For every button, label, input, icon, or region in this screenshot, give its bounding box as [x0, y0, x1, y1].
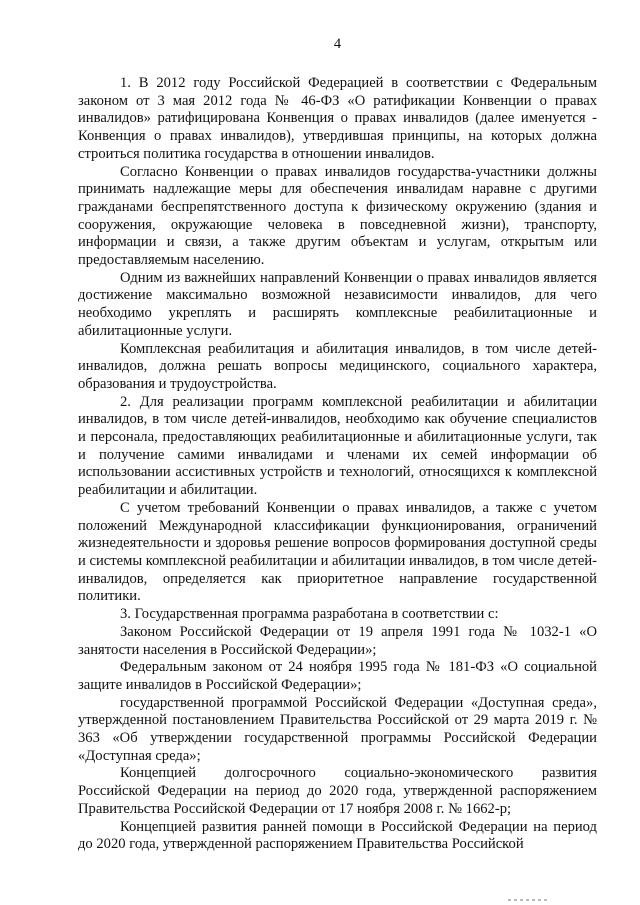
paragraph-2: Согласно Конвенции о правах инвалидов государства-участники должны принимать надлежащие меры для обеспечения инвалидам наравне с другими гражданами беспрепятственного доступа к физическому окружению (здания и сооружения, окружающие человека в повседневной жизни), транспорту, информации и связи, а также другим объектам и услугам, открытым или предоставляемым населению. [78, 163, 597, 269]
paragraph-4: Комплексная реабилитация и абилитация инвалидов, в том числе детей-инвалидов, должна решать вопросы медицинского, социального характера, образования и трудоустройства. [78, 340, 597, 392]
page-number: 4 [333, 36, 342, 52]
scan-artifact [508, 899, 548, 901]
paragraph-7: 3. Государственная программа разработана в соответствии с: [120, 606, 499, 623]
paragraph-11: Концепцией долгосрочного социально-экономического развития Российской Федерации на период до 2020 года, утвержденной распоряжением Правительства Российской Федерации от 17 ноября 2008 г. № 1662-р; [78, 765, 597, 817]
paragraph-5: 2. Для реализации программ комплексной реабилитации и абилитации инвалидов, в том числе детей-инвалидов, необходимо как обучение специалистов и персонала, предоставляющих реабилитационные и абилитационные услуги, так и получение самими инвалидами и членами их семей информации об использовании ассистивных устройств и технологий, относящихся к комплексной реабилитации и абилитации. [78, 393, 597, 499]
paragraph-8: Законом Российской Федерации от 19 апреля 1991 года № 1032-1 «О занятости населения в Российской Федерации»; [78, 623, 597, 658]
paragraph-1: 1. В 2012 году Российской Федерацией в соответствии с Федеральным законом от 3 мая 2012 года № 46-ФЗ «О ратификации Конвенции о правах инвалидов» ратифицирована Конвенция о правах инвалидов (далее именуется - Конвенция о правах инвалидов), утвердившая принципы, на которых должна строиться политика государства в отношении инвалидов. [78, 75, 597, 162]
document-body [78, 75, 597, 854]
paragraph-12: Концепцией развития ранней помощи в Российской Федерации на период до 2020 года, утвержденной распоряжением Правительства Российской [78, 818, 597, 853]
paragraph-6: С учетом требований Конвенции о правах инвалидов, а также с учетом положений Международной классификации функционирования, ограничений жизнедеятельности и здоровья решение вопросов формирования доступной среды и системы комплексной реабилитации и абилитации инвалидов, в том числе детей-инвалидов, определяется как приоритетное направление государственной политики. [78, 499, 597, 605]
paragraph-9: Федеральным законом от 24 ноября 1995 года № 181-ФЗ «О социальной защите инвалидов в Российской Федерации»; [78, 659, 597, 693]
paragraph-10: государственной программой Российской Федерации «Доступная среда», утвержденной постановлением Правительства Российской от 29 марта 2019 г. № 363 «Об утверждении государственной программы Российской Федерации «Доступная среда»; [78, 694, 597, 764]
paragraph-3: Одним из важнейших направлений Конвенции о правах инвалидов является достижение максимально возможной независимости инвалидов, для чего необходимо укреплять и расширять комплексные реабилитационные и абилитационные услуги. [78, 269, 597, 339]
